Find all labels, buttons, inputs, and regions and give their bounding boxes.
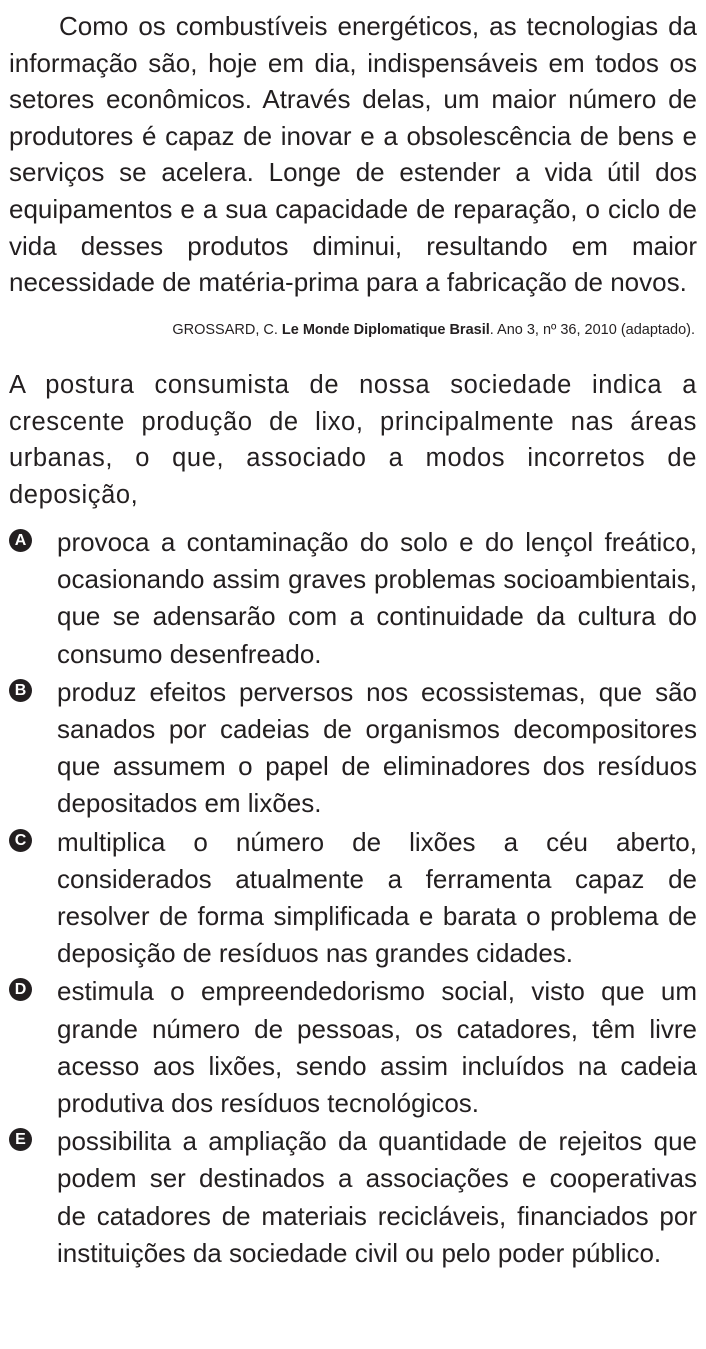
option-b-text: produz efeitos perversos nos ecossistemas, que são sanados por cadeias de organismos decompositores que assumem o papel de eliminadores dos resíduos depositados em lixões. bbox=[57, 676, 697, 819]
option-e-letter: E bbox=[9, 1128, 32, 1151]
source-citation bbox=[9, 321, 697, 339]
option-c[interactable] bbox=[9, 824, 697, 973]
source-publication: Le Monde Diplomatique Brasil bbox=[281, 321, 490, 338]
option-d-letter: D bbox=[9, 978, 32, 1001]
option-a-letter: A bbox=[9, 529, 32, 552]
option-c-text: multiplica o número de lixões a céu aberto, considerados atualmente a ferramenta capaz de resolver de forma simplificada e barata o problema de deposição de resíduos nas grandes cidades. bbox=[57, 826, 697, 969]
option-e[interactable] bbox=[9, 1123, 697, 1272]
answer-options bbox=[9, 524, 697, 1272]
option-c-letter: C bbox=[9, 829, 32, 852]
option-a[interactable] bbox=[9, 524, 697, 673]
option-a-text: provoca a contaminação do solo e do lençol freático, ocasionando assim graves problemas socioambientais, que se adensarão com a continuidade da cultura do consumo desenfreado. bbox=[57, 526, 697, 669]
option-e-text: possibilita a ampliação da quantidade de rejeitos que podem ser destinados a associações e cooperativas de catadores de materiais recicláveis, financiados por instituições da sociedade civil ou pelo poder público. bbox=[57, 1126, 697, 1268]
source-details: . Ano 3, nº 36, 2010 (adaptado). bbox=[489, 321, 695, 338]
passage-text: Como os combustíveis energéticos, as tecnologias da informação são, hoje em dia, indispensáveis em todos os setores econômicos. Através delas, um maior número de produtores é capaz de inovar e a obsolescência de bens e serviços se acelera. Longe de estender a vida útil dos equipamentos e a sua capacidade de reparação, o ciclo de vida desses produtos diminui, resultando em maior necessidade de matéria-prima para a fabricação de novos. bbox=[9, 11, 697, 298]
option-d-text: estimula o empreendedorismo social, visto que um grande número de pessoas, os catadores, têm livre acesso aos lixões, sendo assim incluídos na cadeia produtiva dos resíduos tecnológicos. bbox=[57, 976, 697, 1118]
question-stem: A postura consumista de nossa sociedade indica a crescente produção de lixo, principalmente nas áreas urbanas, o que, associado a modos incorretos de deposição, bbox=[9, 370, 697, 510]
option-d[interactable] bbox=[9, 973, 697, 1122]
option-b-letter: B bbox=[9, 679, 32, 702]
option-b[interactable] bbox=[9, 674, 697, 823]
source-author: GROSSARD, C. bbox=[172, 321, 282, 338]
